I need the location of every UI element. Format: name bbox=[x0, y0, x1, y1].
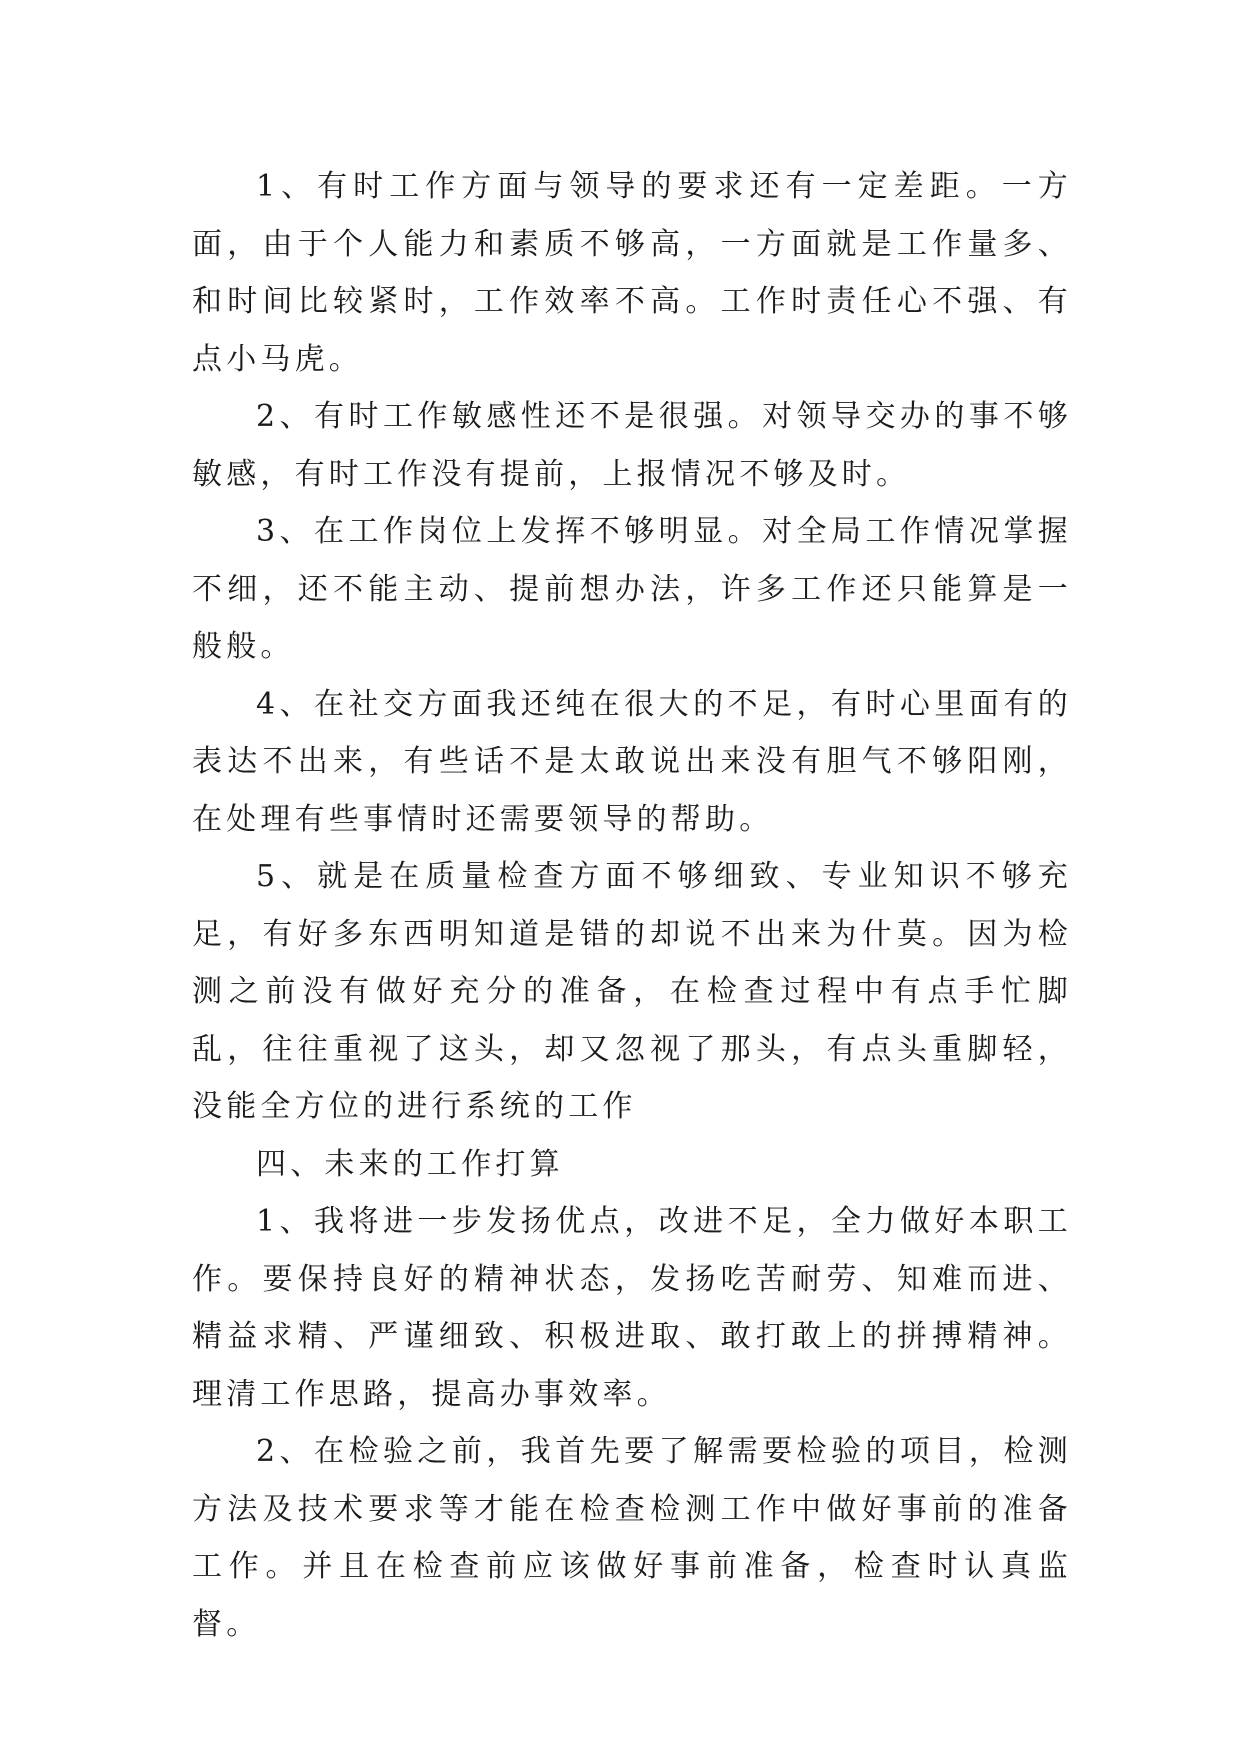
paragraph-item-3: 3、在工作岗位上发挥不够明显。对全局工作情况掌握不细，还不能主动、提前想办法，许多工作还只能算是一般般。 bbox=[192, 514, 1072, 664]
plan-item-1: 1、我将进一步发扬优点，改进不足，全力做好本职工作。要保持良好的精神状态，发扬吃苦耐劳、知难而进、精益求精、严谨细致、积极进取、敢打敢上的拼搏精神。理清工作思路，提高办事效率。 bbox=[192, 1204, 1072, 1412]
paragraph-item-4: 4、在社交方面我还纯在很大的不足，有时心里面有的表达不出来，有些话不是太敢说出来没有胆气不够阳刚，在处理有些事情时还需要领导的帮助。 bbox=[192, 686, 1072, 837]
plan-item-2: 2、在检验之前，我首先要了解需要检验的项目，检测方法及技术要求等才能在检查检测工作中做好事前的准备工作。并且在检查前应该做好事前准备，检查时认真监督。 bbox=[192, 1434, 1072, 1642]
section-heading: 四、未来的工作打算 bbox=[256, 1146, 564, 1182]
paragraph-item-2: 2、有时工作敏感性还不是很强。对领导交办的事不够敏感，有时工作没有提前，上报情况不够及时。 bbox=[192, 399, 1072, 492]
document-body bbox=[192, 158, 1072, 1653]
paragraph-item-1: 1、有时工作方面与领导的要求还有一定差距。一方面，由于个人能力和素质不够高，一方面就是工作量多、和时间比较紧时，工作效率不高。工作时责任心不强、有点小马虎。 bbox=[192, 169, 1072, 377]
paragraph-item-5: 5、就是在质量检查方面不够细致、专业知识不够充足，有好多东西明知道是错的却说不出来为什莫。因为检测之前没有做好充分的准备，在检查过程中有点手忙脚乱，往往重视了这头，却又忽视了那头，有点头重脚轻，没能全方位的进行系统的工作 bbox=[192, 859, 1072, 1124]
